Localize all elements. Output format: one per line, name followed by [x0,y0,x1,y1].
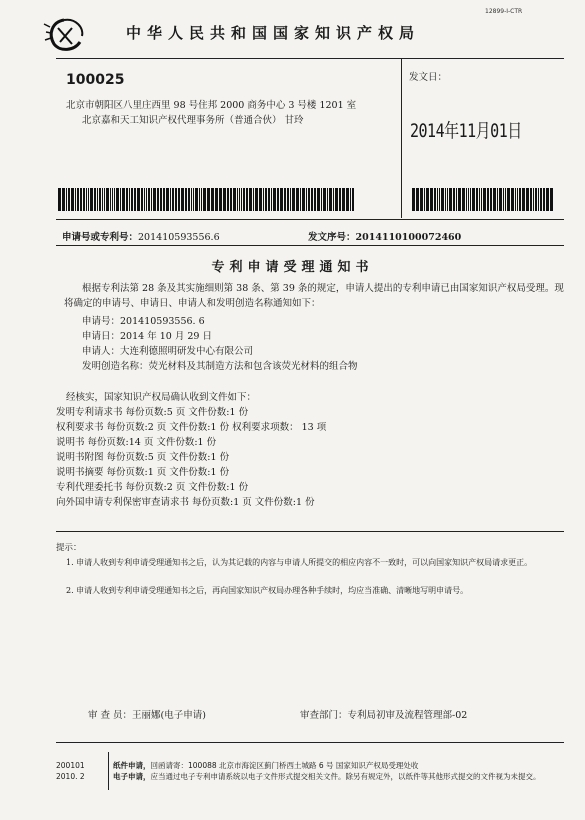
barcode-bar [265,188,267,211]
barcode-bar [317,188,320,211]
footer-electronic-note [113,771,563,782]
block-divider [401,58,402,218]
barcode-bar [456,188,457,211]
barcode-bar [157,188,159,211]
header-rule [56,58,564,59]
postcode: 100025 [66,72,125,88]
barcode-bar [526,188,529,211]
barcode-bar [233,188,236,211]
barcode-bar [273,188,276,211]
barcode-bar [339,188,341,211]
examiner-label: 审 查 员： [88,710,133,721]
barcode-bar [227,188,229,211]
field-value: 2014 年 10 月 29 日 [120,331,212,342]
barcode-bar [97,188,98,211]
barcode-bar [268,188,270,211]
barcode-bar [522,188,525,211]
field-label: 申请人： [82,346,121,357]
footer-paper-text: 回函请寄：100088 北京市海淀区蓟门桥西土城路 6 号 国家知识产权局受理处收 [150,761,419,770]
document-item: 权利要求书 每份页数:2 页 文件份数:1 份 权利要求项数： 13 项 [56,422,327,433]
barcode-bar [466,188,467,211]
barcode-bar [493,188,496,211]
barcode-bar [540,188,542,211]
barcode-bar [302,188,305,211]
barcode-bar [308,188,310,211]
barcode-bar [292,188,295,211]
barcode-bar [94,188,96,211]
barcode-bar [175,188,177,211]
barcode-bar [499,188,502,211]
barcode-bar [300,188,301,211]
ids-rule-bottom [56,245,564,246]
ids-rule-top [56,219,564,220]
notes-rule [56,531,564,532]
application-number-line [62,229,220,243]
barcode-bar [246,188,248,211]
barcode-bar [129,188,130,211]
barcode-bar [68,188,70,211]
barcode-bar [321,188,322,211]
barcode-bar [144,188,145,211]
barcode-bar [335,188,338,211]
document-item: 说明书摘要 每份页数:1 页 文件份数:1 份 [56,467,230,478]
barcode-bar [207,188,210,211]
application-number: 201410593556.6 [138,232,220,243]
barcode-bar [314,188,316,211]
barcode-bar [284,188,286,211]
barcode-bar [148,188,150,211]
barcode-bar [201,188,202,211]
barcode-bar [110,188,111,211]
barcode-bar [472,188,475,211]
barcode-bar [151,188,152,211]
barcode-bar [277,188,279,211]
serial-number-label: 发文序号： [308,232,356,243]
barcode-bar [481,188,482,211]
barcode-bar [160,188,162,211]
barcode-bar [77,188,79,211]
barcode-bar [490,188,492,211]
barcode-bar [137,188,140,211]
right-barcode [412,188,558,211]
field-application-date [82,328,212,342]
barcode-bar [487,188,489,211]
field-label: 申请日： [82,331,121,342]
barcode-bar [515,188,516,211]
document-title: 专利申请受理通知书 [211,260,374,275]
barcode-bar [116,188,119,211]
barcode-bar [75,188,76,211]
barcode-bar [333,188,334,211]
footer-code-2: 2010. 2 [56,772,85,781]
footer-code-1: 200101 [56,761,85,770]
document-item: 发明专利请求书 每份页数:5 页 文件份数:1 份 [56,407,249,418]
cnipa-logo-icon [42,14,88,54]
barcode-bar [416,188,419,211]
barcode-bar [188,188,190,211]
footer-electronic-label: 电子申请， [113,772,151,781]
barcode-bar [483,188,486,211]
barcode-bar [83,188,85,211]
barcode-bar [430,188,433,211]
barcode-bar [141,188,143,211]
barcode-bar [530,188,532,211]
barcode-bar [99,188,101,211]
verification-intro: 经核实，国家知识产权局确认收到文件如下： [66,392,257,403]
barcode-bar [329,188,332,211]
barcode-bar [447,188,448,211]
barcode-bar [172,188,174,211]
barcode-bar [66,188,67,211]
barcode-bar [259,188,262,211]
department-label: 审查部门： [300,710,348,721]
barcode-bar [146,188,147,211]
barcode-bar [102,188,103,211]
barcode-bar [511,188,514,211]
barcode-bar [462,188,465,211]
barcode-bar [546,188,549,211]
barcode-bar [211,188,214,211]
barcode-bar [126,188,128,211]
examiner-name: 王丽娜(电子申请) [132,710,206,721]
barcode-bar [507,188,510,211]
barcode-bar [441,188,444,211]
barcode-bar [241,188,242,211]
barcode-bar [503,188,504,211]
barcode-bar [449,188,452,211]
barcode-bar [412,188,415,211]
document-item: 说明书附图 每份页数:5 页 文件份数:1 份 [56,452,230,463]
barcode-bar [90,188,93,211]
footer-divider [108,752,109,790]
dispatch-date-stamp: 2014年11月01日 [410,119,522,142]
department-name: 专利局初审及流程管理部-02 [347,710,468,721]
application-number-label: 申请号或专利号： [62,232,139,243]
field-applicant [82,343,253,357]
footer-paper-label: 纸件申请， [113,761,151,770]
barcode-bar [543,188,545,211]
field-value: 大连利德照明研发中心有限公司 [120,346,254,357]
barcode-bar [445,188,446,211]
barcode-bar [533,188,534,211]
barcode-bar [342,188,345,211]
barcode-bar [468,188,469,211]
footer-paper-note [113,760,563,771]
barcode-bar [470,188,471,211]
barcode-bar [195,188,198,211]
barcode-bar [476,188,478,211]
recipient-address: 北京市朝阳区八里庄西里 98 号住邦 2000 商务中心 3 号楼 1201 室 [66,100,357,111]
barcode-bar [163,188,165,211]
left-barcode [58,188,358,211]
field-invention-title [82,358,358,372]
barcode-bar [58,188,61,211]
barcode-bar [505,188,506,211]
barcode-bar [517,188,518,211]
document-item: 说明书 每份页数:14 页 文件份数:1 份 [56,437,217,448]
document-item: 向外国申请专利保密审查请求书 每份页数:1 页 文件份数:1 份 [56,497,315,508]
barcode-bar [153,188,156,211]
barcode-bar [271,188,272,211]
notes-label: 提示： [56,543,82,553]
field-label: 申请号： [82,316,121,327]
office-name: 中华人民共和国国家知识产权局 [126,24,421,42]
serial-number-line [308,229,461,243]
barcode-bar [538,188,539,211]
barcode-bar [350,188,351,211]
barcode-bar [253,188,254,211]
barcode-bar [62,188,65,211]
barcode-bar [426,188,429,211]
barcode-bar [185,188,187,211]
dispatch-date-label: 发文日： [409,72,448,83]
barcode-bar [104,188,105,211]
barcode-bar [458,188,461,211]
barcode-bar [122,188,125,211]
barcode-bar [223,188,226,211]
barcode-bar [215,188,218,211]
barcode-bar [280,188,283,211]
barcode-bar [290,188,291,211]
barcode-bar [249,188,252,211]
barcode-bar [114,188,115,211]
barcode-bar [191,188,192,211]
barcode-bar [178,188,180,211]
barcode-bar [453,188,455,211]
field-value: 201410593556. 6 [120,316,205,327]
barcode-bar [327,188,328,211]
barcode-bar [296,188,299,211]
barcode-bar [311,188,313,211]
barcode-bar [420,188,423,211]
note-item: 1. 申请人收到专利申请受理通知书之后，认为其记载的内容与申请人所提交的相应内容不一致时，可以向国家知识产权局请求更正。 [66,558,533,567]
intro-paragraph: 根据专利法第 28 条及其实施细则第 38 条、第 39 条的规定，申请人提出的专利申请已由国家知识产权局受理。现将确定的申请号、申请日、申请人和发明创造名称通知如下： [64,283,564,309]
barcode-bar [71,188,74,211]
form-code: 12899-I-CTR [485,8,523,15]
field-value: 荧光材料及其制造方法和包含该荧光材料的组合物 [148,361,358,372]
recipient-agency: 北京嘉和天工知识产权代理事务所（普通合伙） 甘玲 [82,115,304,126]
barcode-bar [519,188,521,211]
serial-number: 2014110100072460 [355,232,462,243]
barcode-bar [193,188,194,211]
barcode-bar [255,188,258,211]
barcode-bar [219,188,222,211]
barcode-bar [181,188,184,211]
barcode-bar [434,188,436,211]
barcode-bar [134,188,136,211]
barcode-bar [439,188,440,211]
barcode-bar [497,188,498,211]
barcode-bar [479,188,480,211]
barcode-bar [550,188,553,211]
barcode-bar [170,188,171,211]
footer-rule [56,742,564,743]
barcode-bar [306,188,307,211]
barcode-bar [424,188,425,211]
field-label: 发明创造名称： [82,361,149,372]
barcode-bar [80,188,82,211]
barcode-bar [437,188,438,211]
barcode-bar [131,188,133,211]
barcode-bar [239,188,240,211]
barcode-bar [166,188,169,211]
barcode-bar [352,188,354,211]
field-application-number [82,313,205,327]
note-item: 2. 申请人收到专利申请受理通知书之后，再向国家知识产权局办理各种手续时，均应当准确、清晰地写明申请号。 [66,586,469,595]
barcode-bar [535,188,537,211]
barcode-bar [106,188,109,211]
examiner-line [88,707,206,721]
barcode-bar [243,188,245,211]
barcode-bar [237,188,238,211]
barcode-bar [263,188,264,211]
barcode-bar [199,188,200,211]
footer-electronic-text: 应当通过电子专利申请系统以电子文件形式提交相关文件。除另有规定外，以纸件等其他形式提交的文件视为未提交。 [150,772,541,781]
barcode-bar [346,188,349,211]
barcode-bar [120,188,121,211]
barcode-bar [112,188,113,211]
document-item: 专利代理委托书 每份页数:2 页 文件份数:1 份 [56,482,249,493]
barcode-bar [203,188,206,211]
barcode-bar [323,188,326,211]
barcode-bar [287,188,289,211]
barcode-bar [230,188,232,211]
barcode-bar [88,188,89,211]
barcode-bar [86,188,87,211]
department-line [300,707,467,721]
